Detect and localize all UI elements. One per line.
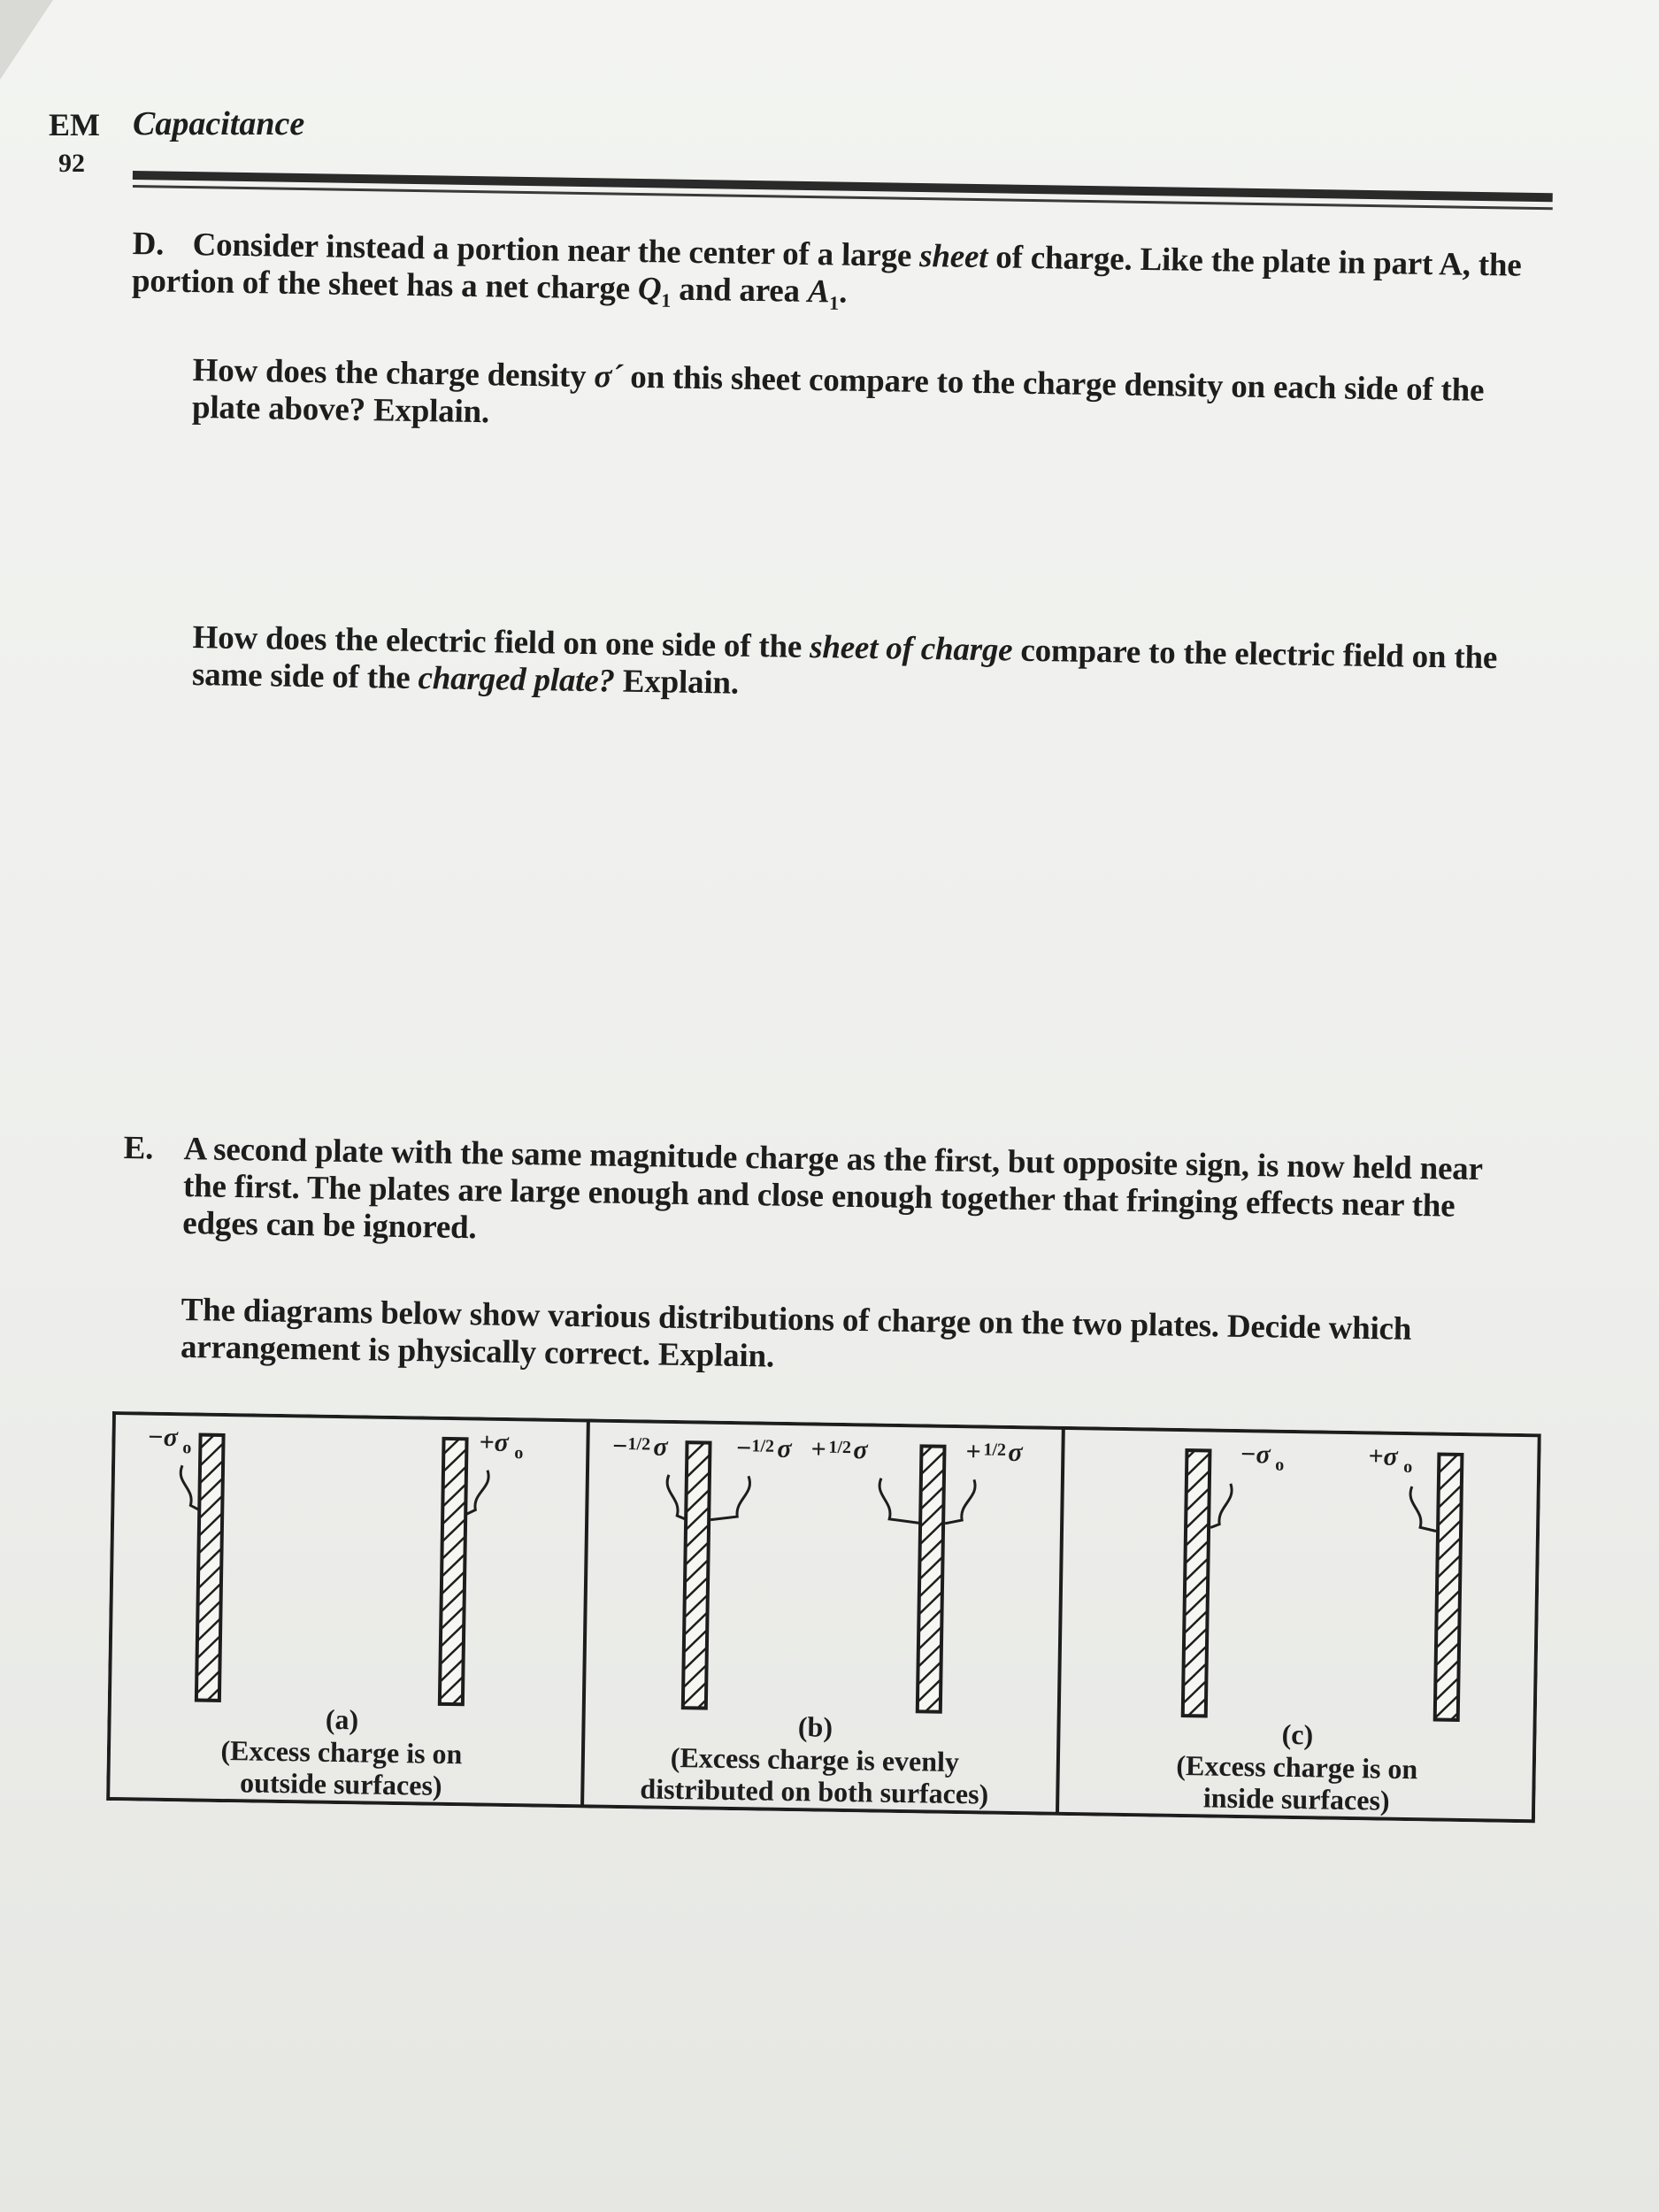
panel-b-charge-3-sign: + [810, 1434, 826, 1464]
panel-b-arrow-3 [879, 1479, 919, 1524]
figure-svg [106, 1411, 1541, 1823]
panel-b-arrow-4 [945, 1479, 975, 1525]
panel-c-left-arrow [1210, 1484, 1232, 1528]
panel-a-left-charge: −σ [147, 1422, 179, 1453]
panel-b-charge-1-sign: − [611, 1431, 628, 1462]
part-e-letter: E. [123, 1130, 154, 1167]
panel-a-left-arrow [180, 1465, 200, 1509]
panel-a-label: (a) [325, 1702, 359, 1736]
panel-b-charge-4-fraction: 1/2 [983, 1440, 1007, 1460]
panel-a-left-subscript: o [182, 1438, 192, 1458]
panel-b-right-plate [918, 1446, 945, 1711]
panel-b-arrow-2 [710, 1476, 749, 1521]
panel-a-caption-line-1: (Excess charge is on [220, 1733, 463, 1770]
panel-b-caption-line-2: distributed on both surfaces) [640, 1772, 989, 1810]
panel-c-caption-line-2: inside surfaces) [1202, 1781, 1390, 1816]
panel-a [142, 1423, 524, 1803]
panel-b-label: (b) [797, 1710, 833, 1743]
header-page-number: 92 [58, 149, 85, 178]
panel-c-left-subscript: o [1275, 1455, 1285, 1475]
panel-b-charge-2-sign: − [735, 1433, 752, 1463]
panel-c-label: (c) [1281, 1717, 1314, 1751]
header-section-label: EM [49, 107, 100, 142]
panel-b-charge-3-fraction: 1/2 [828, 1437, 852, 1458]
panel-b-caption-line-1: (Excess charge is evenly [670, 1740, 960, 1778]
panel-b-charge-1-sigma: σ [653, 1432, 668, 1462]
panel-b-charge-2-sigma: σ [777, 1433, 792, 1464]
panel-b-arrow-1 [666, 1475, 686, 1519]
panel-c-right-plate [1435, 1455, 1463, 1720]
panel-b-charge-4-sign: + [965, 1437, 981, 1467]
panel-c [1176, 1439, 1463, 1817]
part-d-question-2: How does the electric field on one side of the sheet of charge compare to the electric field on the same side of the charged plate? Explain. [191, 619, 1498, 702]
part-d-question-1: How does the charge density σ´ on this sheet compare to the charge density on each side of the plate above? Explain. [191, 352, 1485, 431]
panel-a-right-charge: +σ [479, 1427, 510, 1458]
panel-b-charge-1-fraction: 1/2 [627, 1434, 651, 1455]
panel-b [606, 1432, 1024, 1810]
part-d-letter: D. [132, 226, 165, 263]
panel-c-left-plate [1183, 1450, 1210, 1716]
panel-divider-1 [582, 1420, 588, 1806]
charge-distribution-figure [106, 1411, 1541, 1823]
panel-a-left-plate [196, 1435, 224, 1701]
panel-divider-2 [1057, 1428, 1064, 1814]
panel-a-right-subscript: o [514, 1443, 524, 1463]
panel-b-charge-2-fraction: 1/2 [751, 1436, 775, 1456]
panel-c-caption-line-1: (Excess charge is on [1176, 1748, 1418, 1786]
panel-a-right-arrow [466, 1470, 488, 1514]
header-title: Capacitance [133, 105, 305, 142]
part-e-question: The diagrams below show various distributions of charge on the two plates. Decide which arrangement is physically correct. Explain. [180, 1292, 1412, 1375]
panel-c-right-charge: +σ [1368, 1441, 1398, 1471]
part-e-intro: E. A second plate with the same magnitude charge as the first, but opposite sign, is now held near the first. The plates are large enough and close enough together that fringing effects near the edges can be ignored. [123, 1130, 1483, 1247]
panel-b-left-plate [683, 1442, 710, 1708]
panel-b-charge-4-sigma: σ [1008, 1437, 1023, 1468]
page-corner-shadow [0, 0, 53, 80]
panel-c-right-arrow [1409, 1486, 1436, 1531]
part-d-intro: D. Consider instead a portion near the center of a large sheet of charge. Like the plate in part A, the portion of the sheet has a net charge $Q_1$ and area $A_1$. [131, 226, 1522, 314]
panel-c-left-charge: −σ [1240, 1440, 1271, 1470]
panel-a-caption-line-2: outside surfaces) [239, 1766, 442, 1801]
panel-a-right-plate [440, 1439, 467, 1704]
panel-b-charge-3-sigma: σ [853, 1435, 868, 1465]
panel-c-right-subscript: o [1403, 1456, 1413, 1478]
